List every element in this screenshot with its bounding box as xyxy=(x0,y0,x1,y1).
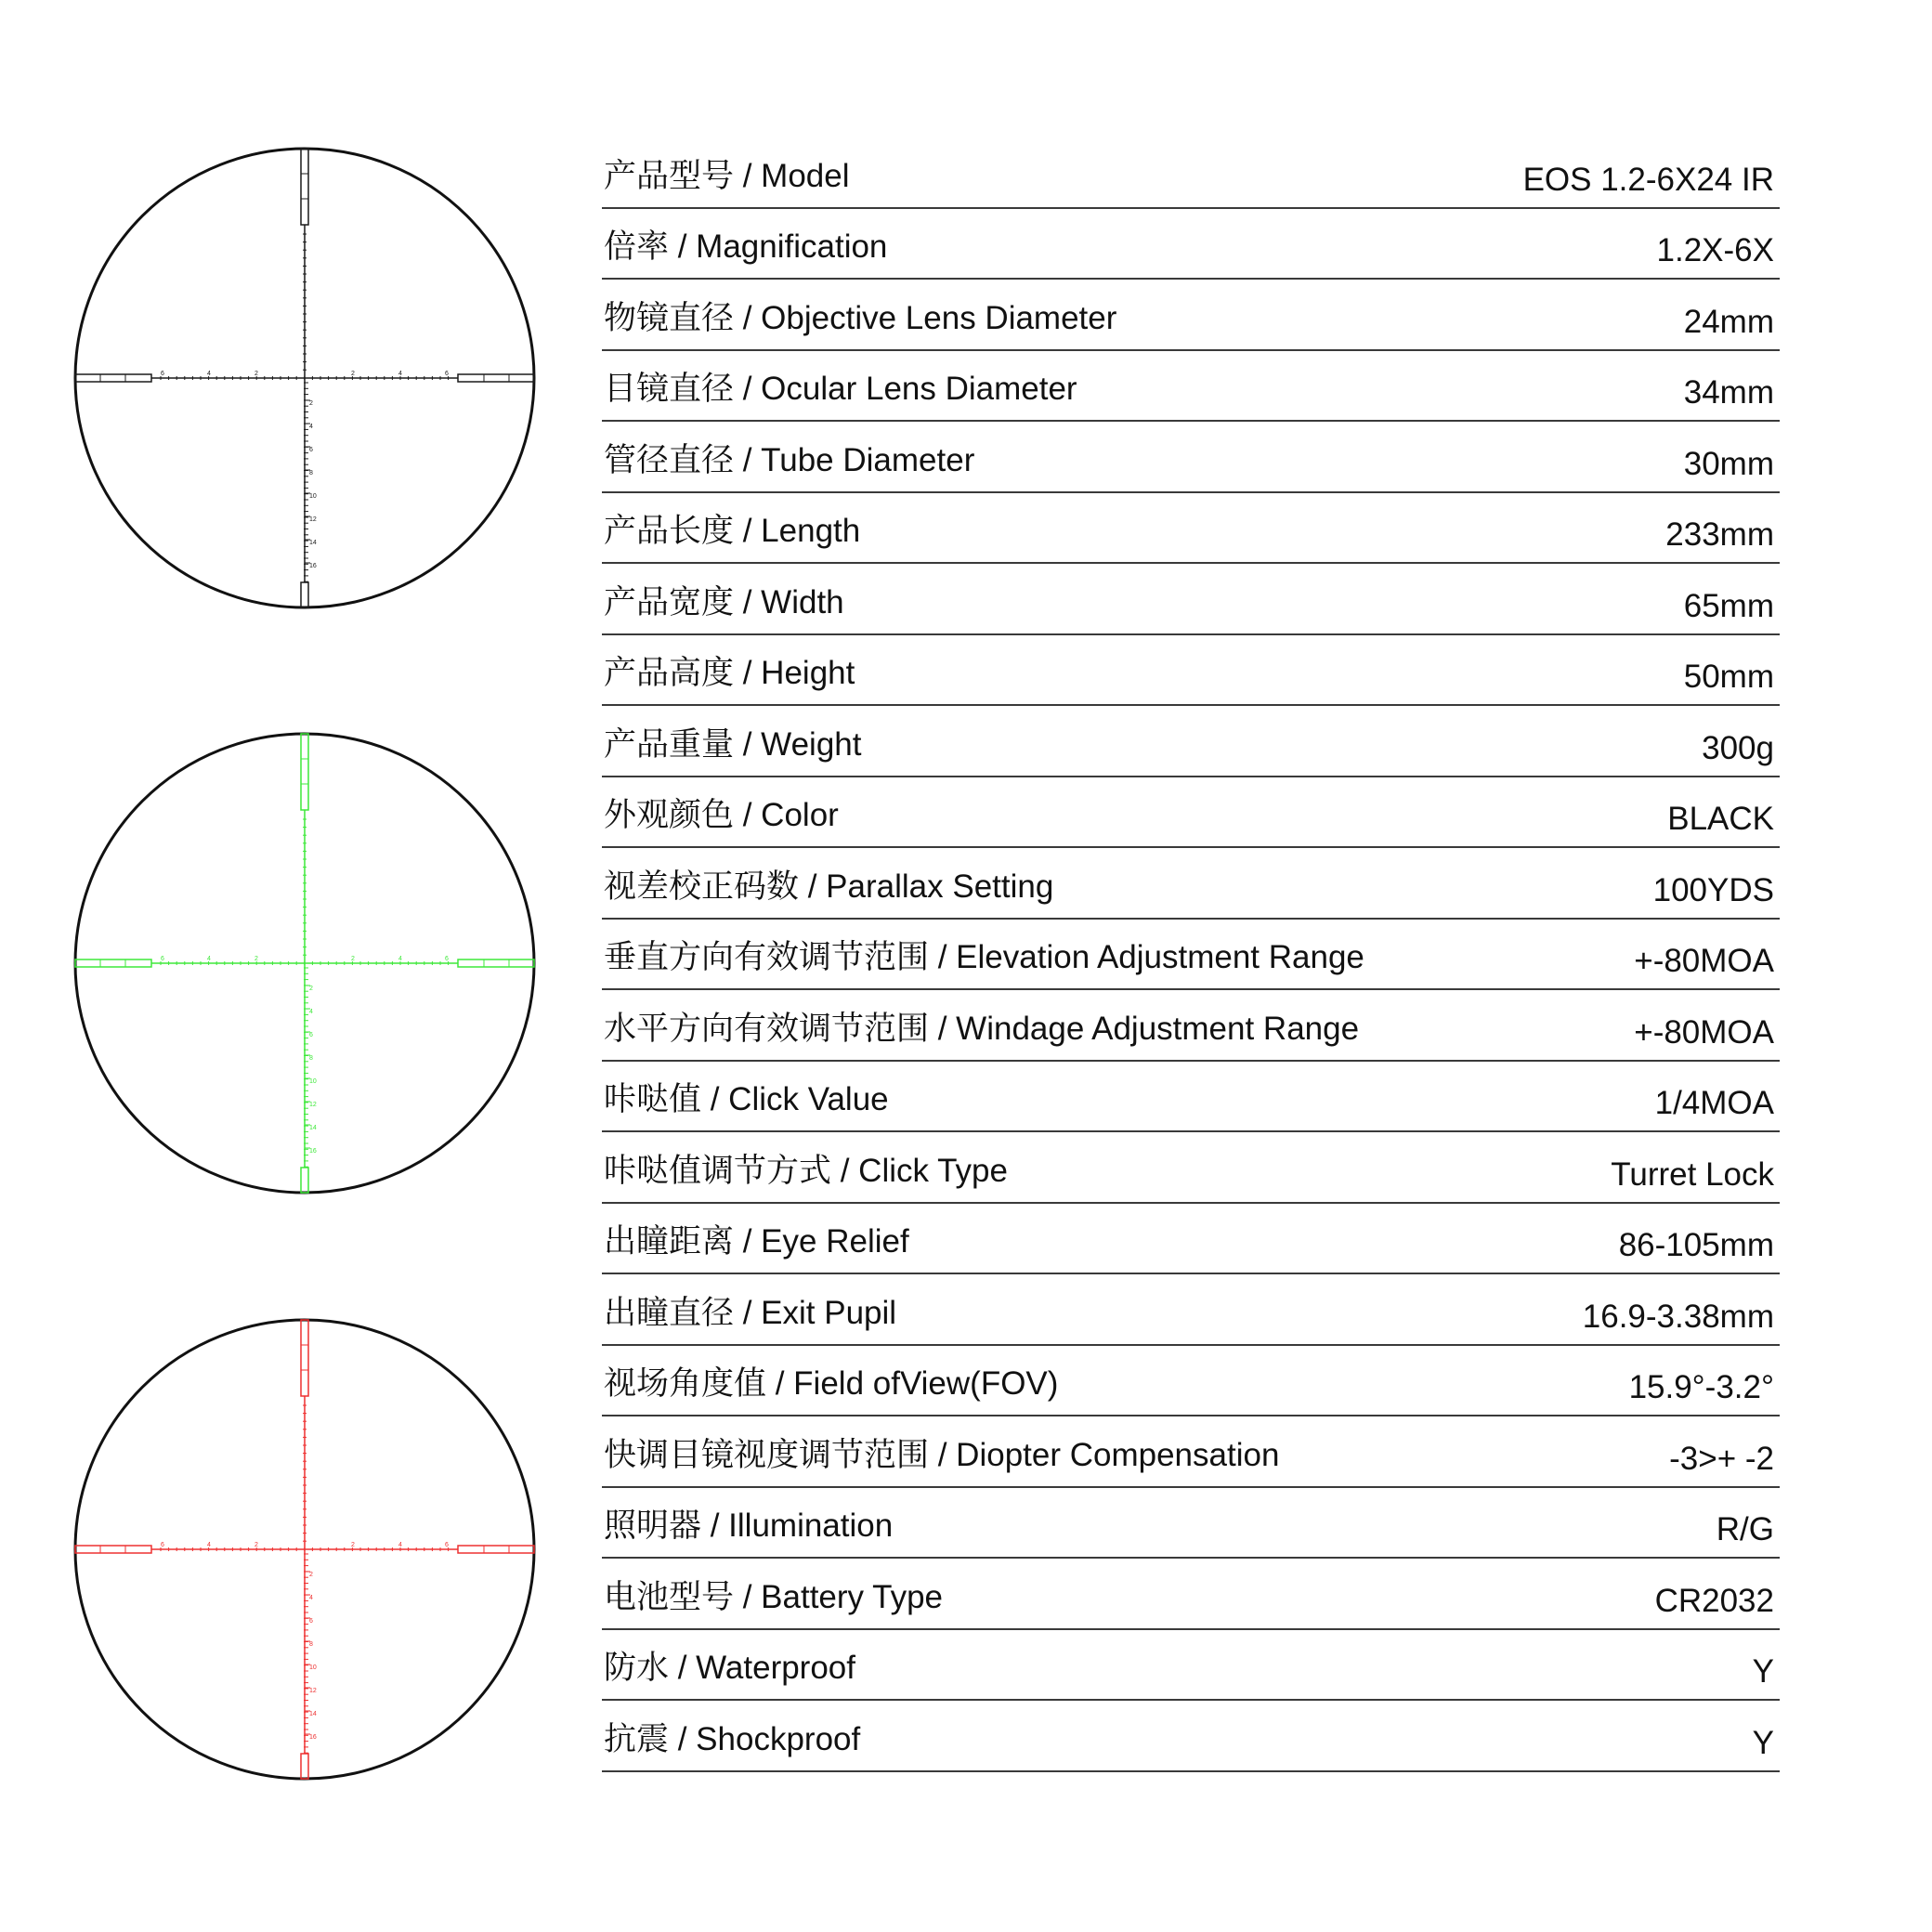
spec-value: 1.2X-6X xyxy=(1656,232,1774,268)
post-top xyxy=(301,149,308,225)
spec-value: 24mm xyxy=(1683,303,1774,340)
spec-value: EOS 1.2-6X24 IR xyxy=(1522,161,1774,198)
reticle-green xyxy=(72,731,537,1195)
spec-label: 视场角度值 / Field ofView(FOV) xyxy=(604,1365,1059,1402)
reticle-column xyxy=(0,0,576,1932)
reticle-h-label: 2 xyxy=(255,956,258,962)
spec-row xyxy=(602,777,1780,849)
spec-row xyxy=(602,564,1780,635)
spec-value: 15.9°-3.2° xyxy=(1628,1369,1774,1405)
spec-value: 86-105mm xyxy=(1618,1227,1774,1263)
spec-row xyxy=(602,280,1780,351)
reticle-h-label: 2 xyxy=(351,371,355,377)
spec-value: +-80MOA xyxy=(1634,943,1774,979)
reticle-v-label: 16 xyxy=(309,1148,317,1155)
reticle-h-label: 2 xyxy=(351,956,355,962)
reticle-v-label: 8 xyxy=(309,1641,313,1648)
spec-row xyxy=(602,706,1780,777)
spec-row xyxy=(602,137,1780,209)
post-right xyxy=(458,374,534,382)
post-right xyxy=(458,1546,534,1553)
reticle-v-label: 2 xyxy=(309,986,313,992)
spec-row xyxy=(602,1062,1780,1133)
spec-label: 产品长度 / Length xyxy=(604,513,861,549)
reticle-v-label: 10 xyxy=(309,493,317,500)
reticle-v-label: 4 xyxy=(309,424,313,430)
reticle-h-label: 6 xyxy=(161,1542,164,1548)
post-bottom xyxy=(301,1168,308,1193)
spec-value: +-80MOA xyxy=(1634,1013,1774,1051)
spec-label: 目镜直径 / Ocular Lens Diameter xyxy=(604,371,1077,407)
reticle-h-label: 6 xyxy=(161,371,164,377)
reticle-h-label: 2 xyxy=(255,1542,258,1548)
spec-row xyxy=(602,351,1780,423)
reticle-v-label: 2 xyxy=(309,1572,313,1578)
reticle-v-label: 10 xyxy=(309,1664,317,1671)
reticle-v-label: 12 xyxy=(309,516,317,523)
spec-value: 1/4MOA xyxy=(1654,1085,1774,1121)
spec-row xyxy=(602,1559,1780,1630)
spec-value: R/G xyxy=(1716,1511,1774,1547)
spec-value: -3>+ -2 xyxy=(1669,1440,1774,1477)
reticle-h-label: 6 xyxy=(161,956,164,962)
reticle-v-label: 16 xyxy=(309,563,317,569)
reticle-h-label: 4 xyxy=(398,371,402,377)
spec-label: 照明器 / Illumination xyxy=(604,1508,894,1544)
spec-value: 30mm xyxy=(1683,445,1774,482)
spec-row xyxy=(602,635,1780,707)
spec-value: Y xyxy=(1752,1724,1774,1761)
post-left xyxy=(75,1546,151,1553)
spec-label: 垂直方向有效调节范围 / Elevation Adjustment Range xyxy=(604,939,1364,975)
post-left xyxy=(75,374,151,382)
spec-label: 倍率 / Magnification xyxy=(604,228,888,265)
spec-row xyxy=(602,209,1780,281)
spec-value: BLACK xyxy=(1667,801,1774,837)
spec-label: 咔哒值 / Click Value xyxy=(604,1081,889,1117)
spec-value: 34mm xyxy=(1683,374,1774,411)
spec-label: 产品型号 / Model xyxy=(604,157,850,194)
reticle-h-label: 2 xyxy=(255,371,258,377)
reticle-v-label: 14 xyxy=(309,1711,317,1717)
spec-label: 出瞳直径 / Exit Pupil xyxy=(604,1294,897,1331)
reticle-v-label: 12 xyxy=(309,1688,317,1694)
spec-label: 外观颜色 / Color xyxy=(604,797,839,833)
spec-row xyxy=(602,1488,1780,1560)
spec-row xyxy=(602,1274,1780,1346)
reticle-v-label: 14 xyxy=(309,540,317,546)
reticle-red xyxy=(72,1317,537,1782)
post-right xyxy=(458,959,534,967)
reticle-v-label: 12 xyxy=(309,1102,317,1108)
reticle-v-label: 4 xyxy=(309,1595,313,1601)
reticle-h-label: 4 xyxy=(207,956,211,962)
spec-table xyxy=(602,137,1780,1772)
spec-value: 16.9-3.38mm xyxy=(1582,1298,1774,1335)
spec-label: 咔哒值调节方式 / Click Type xyxy=(604,1152,1008,1189)
spec-row xyxy=(602,1132,1780,1204)
spec-row xyxy=(602,422,1780,493)
spec-row xyxy=(602,920,1780,991)
reticle-h-label: 4 xyxy=(398,956,402,962)
spec-row xyxy=(602,1630,1780,1702)
spec-label: 水平方向有效调节范围 / Windage Adjustment Range xyxy=(604,1010,1360,1047)
reticle-v-label: 6 xyxy=(309,447,313,453)
post-bottom xyxy=(301,582,308,607)
spec-value: CR2032 xyxy=(1654,1582,1774,1619)
post-bottom xyxy=(301,1754,308,1779)
reticle-v-label: 8 xyxy=(309,1055,313,1062)
spec-label: 管径直径 / Tube Diameter xyxy=(604,441,975,478)
spec-row xyxy=(602,1346,1780,1417)
reticle-green-svg xyxy=(72,731,537,1195)
spec-value: 50mm xyxy=(1683,659,1774,695)
reticle-v-label: 10 xyxy=(309,1078,317,1085)
reticle-h-label: 2 xyxy=(351,1542,355,1548)
spec-label: 出瞳距离 / Eye Relief xyxy=(604,1223,909,1260)
post-left xyxy=(75,959,151,967)
spec-value: 100YDS xyxy=(1652,871,1774,908)
reticle-v-label: 8 xyxy=(309,470,313,476)
post-top xyxy=(301,1320,308,1396)
spec-label: 电池型号 / Battery Type xyxy=(604,1578,944,1615)
reticle-v-label: 16 xyxy=(309,1734,317,1741)
spec-row xyxy=(602,1416,1780,1488)
post-top xyxy=(301,734,308,810)
reticle-h-label: 4 xyxy=(398,1542,402,1548)
spec-row xyxy=(602,1204,1780,1275)
spec-row xyxy=(602,1701,1780,1772)
reticle-h-label: 4 xyxy=(207,1542,211,1548)
reticle-v-label: 14 xyxy=(309,1125,317,1131)
reticle-v-label: 4 xyxy=(309,1009,313,1015)
reticle-black-svg xyxy=(72,146,537,610)
reticle-red-svg xyxy=(72,1317,537,1782)
spec-label: 防水 / Waterproof xyxy=(604,1650,855,1686)
reticle-v-label: 6 xyxy=(309,1032,313,1038)
reticle-v-label: 2 xyxy=(309,400,313,407)
spec-value: Turret Lock xyxy=(1611,1155,1774,1193)
spec-label: 视差校正码数 / Parallax Setting xyxy=(604,868,1054,905)
spec-label: 快调目镜视度调节范围 / Diopter Compensation xyxy=(604,1436,1280,1473)
reticle-h-label: 4 xyxy=(207,371,211,377)
reticle-h-label: 6 xyxy=(445,956,449,962)
spec-label: 抗震 / Shockproof xyxy=(604,1720,861,1757)
reticle-h-label: 6 xyxy=(445,1542,449,1548)
spec-value: 300g xyxy=(1702,729,1774,766)
spec-row xyxy=(602,848,1780,920)
spec-value: 233mm xyxy=(1665,516,1774,553)
reticle-v-label: 6 xyxy=(309,1618,313,1625)
spec-label: 产品重量 / Weight xyxy=(604,725,862,763)
spec-row xyxy=(602,493,1780,565)
reticle-h-label: 6 xyxy=(445,371,449,377)
spec-value: Y xyxy=(1752,1653,1774,1690)
spec-label: 产品高度 / Height xyxy=(604,655,855,691)
spec-row xyxy=(602,990,1780,1062)
spec-value: 65mm xyxy=(1683,587,1774,624)
spec-label: 物镜直径 / Objective Lens Diameter xyxy=(604,299,1117,336)
reticle-black xyxy=(72,146,537,610)
spec-label: 产品宽度 / Width xyxy=(604,583,844,620)
